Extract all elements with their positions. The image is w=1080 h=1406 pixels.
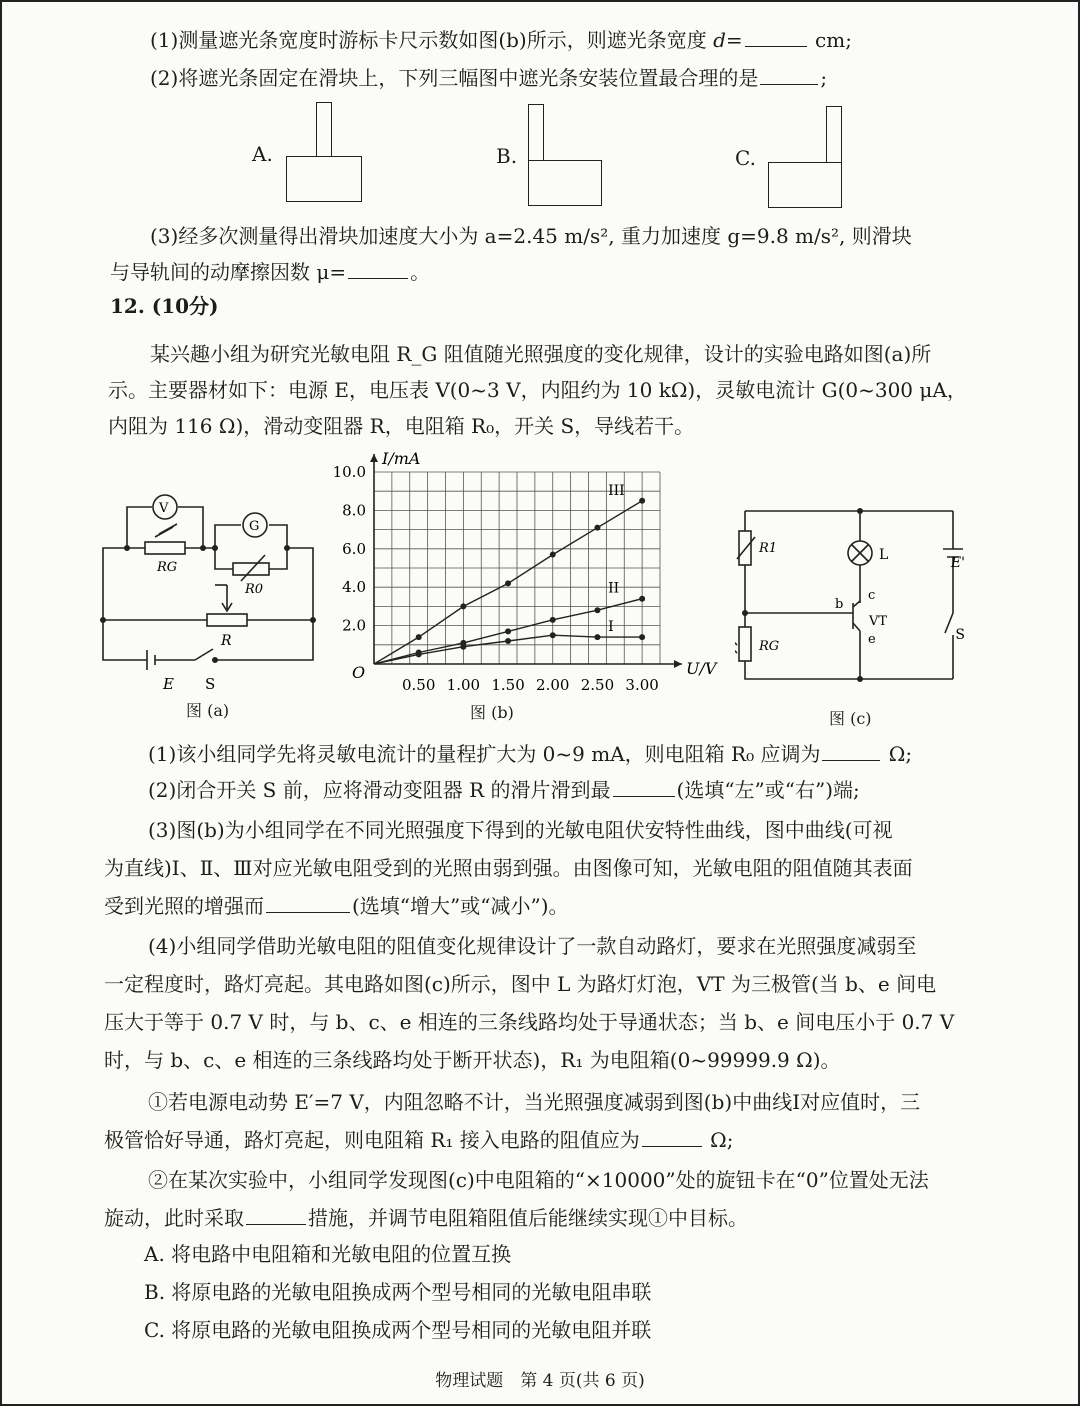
option-b-label: B. [496, 144, 518, 168]
x-axis-arrow [674, 660, 682, 668]
x-tick-label: 0.50 [401, 676, 436, 692]
data-point-III [550, 552, 556, 558]
fig-c-vt: VT [869, 614, 888, 629]
data-point-I [550, 632, 556, 638]
q12-intro-2: 示。主要器材如下：电源 E，电压表 V(0~3 V，内阻约为 10 kΩ)，灵敏电流计 G(0~300 μA， [108, 378, 967, 402]
data-point-II [594, 607, 600, 613]
figure-a-circuit [95, 485, 335, 695]
answer-blank[interactable] [822, 742, 880, 761]
y-tick-label: 2.0 [342, 616, 366, 635]
q11-part3-line1: (3)经多次测量得出滑块加速度大小为 a=2.45 m/s², 重力加速度 g=9.8 m/s², 则滑块 [150, 224, 912, 248]
data-point-II [460, 640, 466, 646]
option-a-slider [286, 156, 362, 202]
figure-b-chart [318, 450, 718, 692]
q12-s3-line1: (3)图(b)为小组同学在不同光照强度下得到的光敏电阻伏安特性曲线，图中曲线(可视 [148, 818, 893, 842]
answer-blank[interactable] [246, 1206, 306, 1225]
fig-a-v: V [159, 501, 169, 516]
q12-option-b: B. 将原电路的光敏电阻换成两个型号相同的光敏电阻串联 [144, 1280, 652, 1304]
data-point-III [460, 603, 466, 609]
option-c-shade-strip [826, 106, 842, 163]
q12-s1: (1)该小组同学先将灵敏电流计的量程扩大为 0~9 mA，则电阻箱 R₀ 应调为 Ω; [148, 742, 913, 766]
answer-blank[interactable] [745, 28, 807, 47]
option-b-shade-strip [528, 104, 544, 161]
q12-s4-line4: 时，与 b、c、e 相连的三条线路均处于断开状态)，R₁ 为电阻箱(0~99999.9 Ω)。 [104, 1048, 841, 1072]
data-point-III [505, 580, 511, 586]
q12-s4-line3: 压大于等于 0.7 V 时，与 b、c、e 相连的三条线路均处于导通状态；当 b、e 间电压小于 0.7 V [104, 1010, 955, 1034]
y-tick-label: 6.0 [342, 539, 366, 558]
data-point-III [639, 498, 645, 504]
y-tick-label: 8.0 [342, 501, 366, 520]
fig-c-r1: R1 [759, 541, 778, 556]
data-point-I [505, 638, 511, 644]
fig-c-l: L [879, 547, 889, 563]
option-c-label: C. [735, 146, 756, 170]
q12-s4-line1: (4)小组同学借助光敏电阻的阻值变化规律设计了一款自动路灯，要求在光照强度减弱至 [148, 934, 917, 958]
q12-intro-3: 内阻为 116 Ω)，滑动变阻器 R，电阻箱 R₀，开关 S，导线若干。 [108, 414, 695, 438]
y-axis-arrow [370, 454, 378, 462]
y-tick-label: 10.0 [332, 463, 366, 481]
answer-blank[interactable] [613, 778, 675, 797]
answer-blank[interactable] [348, 260, 408, 279]
q12-s2: (2)闭合开关 S 前，应将滑动变阻器 R 的滑片滑到最 (选填“左”或“右”)端; [148, 778, 860, 802]
page-footer: 物理试题 第 4 页(共 6 页) [435, 1371, 645, 1391]
data-point-II [550, 617, 556, 623]
q12-s4-line2: 一定程度时，路灯亮起。其电路如图(c)所示，图中 L 为路灯灯泡，VT 为三极管(当 b、e 间电 [104, 972, 937, 996]
fig-c-s: S [955, 627, 965, 643]
fig-a-e: E [163, 675, 174, 693]
fig-c-e: E' [950, 555, 965, 571]
data-point-II [639, 596, 645, 602]
fig-a-g: G [249, 519, 260, 534]
q12-option-c: C. 将原电路的光敏电阻换成两个型号相同的光敏电阻并联 [144, 1318, 652, 1342]
option-a-label: A. [252, 142, 273, 166]
fig-c-e-pin: e [868, 632, 876, 647]
x-tick-label: 1.00 [446, 676, 481, 692]
fig-a-s: S [205, 675, 216, 693]
q12-s3-line3: 受到光照的增强而 (选填“增大”或“减小”)。 [104, 894, 569, 918]
q12-s4a-line2: 极管恰好导通，路灯亮起，则电阻箱 R₁ 接入电路的阻值应为 Ω; [104, 1128, 734, 1152]
fig-a-r: R [221, 633, 232, 649]
q12-title: 12. (10分) [110, 294, 219, 318]
data-point-II [416, 649, 422, 655]
fig-c-rg: RG [759, 639, 780, 654]
q12-s4a-line1: ①若电源电动势 E′=7 V，内阻忽略不计，当光照强度减弱到图(b)中曲线Ⅰ对应值时，三 [148, 1090, 921, 1114]
q12-s4b-line2: 旋动，此时采取 措施，并调节电阻箱阻值后能继续实现①中目标。 [104, 1206, 748, 1230]
q12-s4b-line1: ②在某次实验中，小组同学发现图(c)中电阻箱的“×10000”处的旋钮卡在“0”位置处无法 [148, 1168, 929, 1192]
q11-part2: (2)将遮光条固定在滑块上，下列三幅图中遮光条安装位置最合理的是 ; [150, 66, 828, 90]
iv-chart-svg [318, 450, 718, 692]
x-axis-label: U/V [686, 659, 717, 678]
series-label-I: I [608, 619, 614, 636]
figure-c-circuit [735, 495, 965, 695]
q12-s3-line2: 为直线)Ⅰ、Ⅱ、Ⅲ对应光敏电阻受到的光照由弱到强。由图像可知，光敏电阻的阻值随其表面 [104, 856, 913, 880]
option-a-shade-strip [316, 102, 332, 157]
q12-intro-1: 某兴趣小组为研究光敏电阻 R_G 阻值随光照强度的变化规律，设计的实验电路如图(a)所 [150, 342, 932, 366]
fig-a-caption: 图 (a) [186, 701, 230, 720]
circuit-a-svg [95, 485, 335, 695]
circuit-c-svg [735, 495, 965, 695]
answer-blank[interactable] [760, 66, 818, 85]
fig-c-b: b [835, 597, 844, 612]
option-b-slider [528, 160, 602, 206]
origin-label: O [352, 663, 366, 682]
y-axis-label: I/mA [382, 450, 421, 468]
data-point-I [639, 634, 645, 640]
fig-a-r0: R0 [245, 582, 264, 597]
data-point-I [594, 634, 600, 640]
x-tick-label: 2.00 [536, 676, 570, 692]
fig-c-caption: 图 (c) [829, 709, 872, 728]
answer-blank[interactable] [266, 894, 350, 913]
data-point-III [416, 634, 422, 640]
answer-blank[interactable] [642, 1128, 702, 1147]
q11-part1: (1)测量遮光条宽度时游标卡尺示数如图(b)所示，则遮光条宽度 d= cm; [150, 28, 852, 52]
fig-c-c: c [868, 588, 876, 603]
x-tick-label: 1.50 [491, 676, 525, 692]
q11-part3-line2: 与导轨间的动摩擦因数 μ= 。 [110, 260, 431, 284]
y-tick-label: 4.0 [342, 578, 366, 597]
data-point-II [505, 628, 511, 634]
x-tick-label: 3.00 [625, 676, 659, 692]
fig-b-caption: 图 (b) [470, 703, 514, 722]
series-label-III: III [608, 482, 625, 499]
data-point-III [594, 525, 600, 531]
x-tick-label: 2.50 [580, 676, 615, 692]
series-label-II: II [608, 580, 620, 597]
option-c-slider [768, 162, 842, 208]
q12-option-a: A. 将电路中电阻箱和光敏电阻的位置互换 [144, 1242, 512, 1266]
fig-a-rg: RG [157, 560, 178, 575]
